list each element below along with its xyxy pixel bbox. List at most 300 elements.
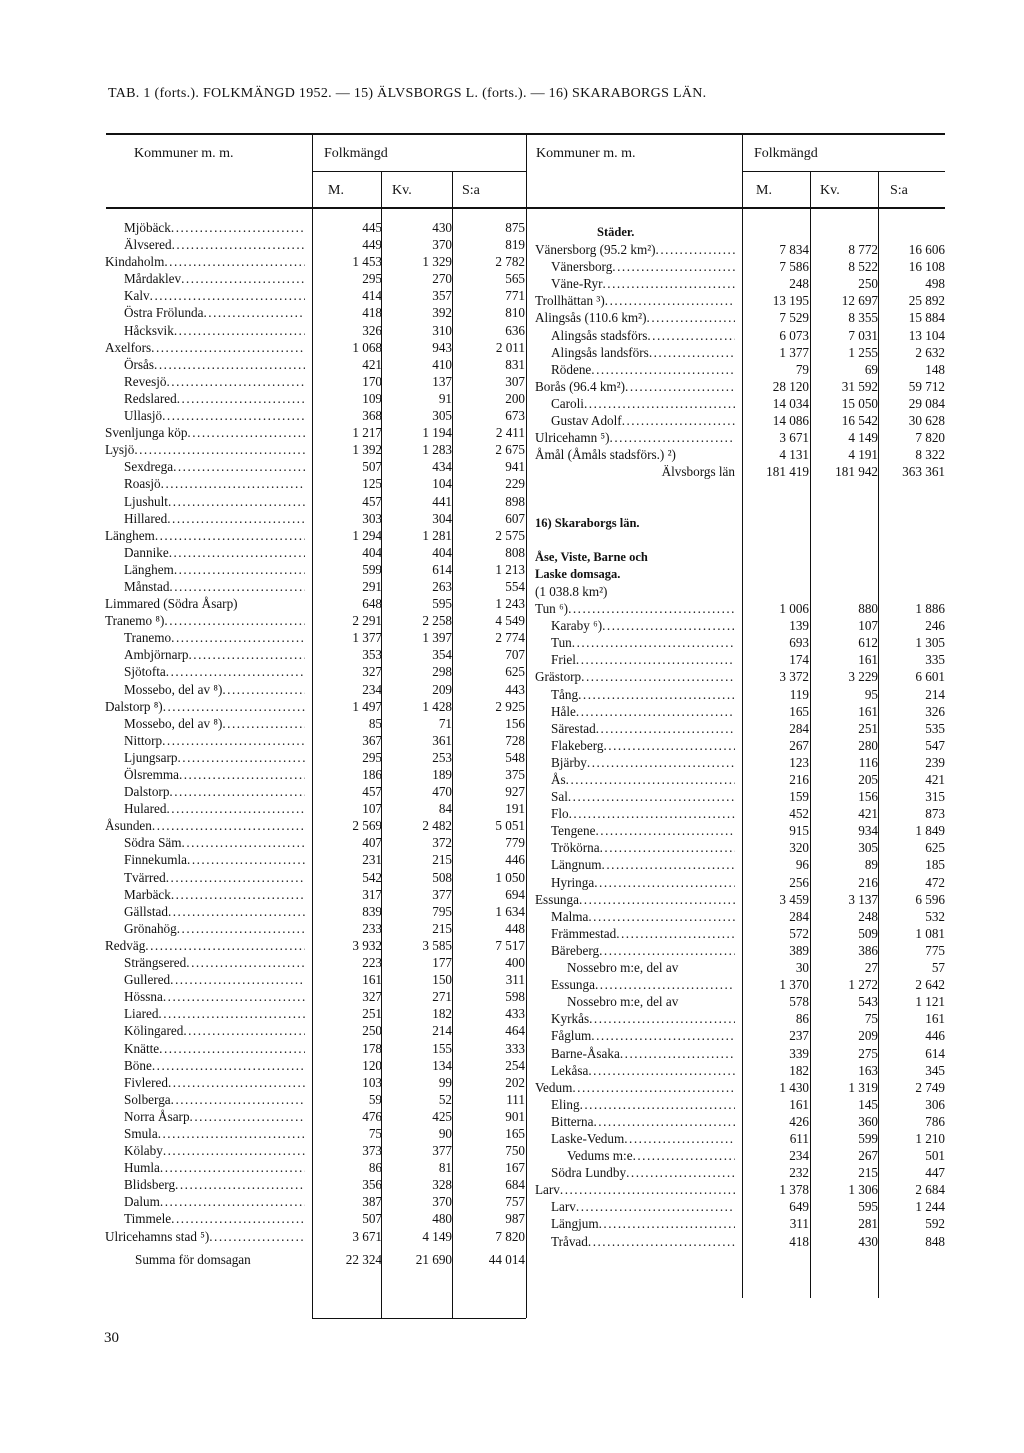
value-sa: 2 411 [495, 425, 525, 441]
value-sa: 464 [505, 1023, 525, 1039]
value-m: 295 [362, 271, 382, 287]
table-row [535, 668, 945, 685]
value-m: 418 [362, 305, 382, 321]
value-m: 75 [368, 1125, 382, 1141]
value-sa: 901 [505, 1108, 525, 1124]
row-label-text: Smula [124, 1125, 158, 1141]
value-kv: 1 281 [422, 527, 452, 543]
row-label-text: Bäreberg [551, 942, 600, 958]
row-label [124, 578, 305, 595]
leader-dots [588, 1062, 735, 1079]
leader-dots [167, 510, 305, 527]
value-kv: 250 [858, 276, 878, 292]
row-label-text: Flakeberg [551, 737, 604, 753]
leader-dots [209, 1228, 305, 1245]
row-label [551, 822, 735, 839]
value-kv: 134 [432, 1057, 452, 1073]
value-sa: 1 121 [915, 994, 945, 1010]
row-label [124, 304, 305, 321]
table-row [535, 224, 945, 241]
value-m: 86 [368, 1160, 382, 1176]
row-label-text: Länghem [124, 561, 174, 577]
row-label [535, 429, 735, 446]
value-m: 572 [789, 925, 809, 941]
row-label [551, 1045, 735, 1062]
value-sa: 673 [505, 408, 525, 424]
row-label-text: Södra Säm [124, 835, 182, 851]
value-sa: 771 [505, 288, 525, 304]
table-row [535, 788, 945, 805]
table-title: TAB. 1 (forts.). FOLKMÄNGD 1952. — 15) ÄLVSBORGS L. (forts.). — 16) SKARABORGS LÄN. [108, 86, 707, 101]
value-kv: 12 697 [841, 293, 878, 309]
row-label [551, 788, 735, 805]
table-row [535, 1079, 945, 1096]
value-m: 119 [789, 686, 809, 702]
row-label-text: Dalstorp ⁸) [105, 698, 163, 714]
value-m: 426 [789, 1113, 809, 1129]
leader-dots [676, 446, 735, 463]
value-m: 507 [362, 1211, 382, 1227]
row-label-text: Vänersborg (95.2 km²) [535, 242, 656, 258]
row-label-text: Håle [551, 703, 576, 719]
row-label-text: Mossebo, del av ⁸) [124, 715, 223, 731]
value-sa: 29 084 [908, 395, 945, 411]
table-row [535, 959, 945, 976]
value-kv: 215 [432, 920, 452, 936]
row-label-text: Larv [535, 1182, 560, 1198]
row-label [535, 309, 735, 326]
value-sa: 1 210 [915, 1130, 945, 1146]
leader-dots [188, 646, 305, 663]
leader-dots [152, 817, 305, 834]
value-kv: 612 [858, 635, 878, 651]
value-kv: 209 [858, 1028, 878, 1044]
leader-dots [624, 1130, 735, 1147]
value-sa: 1 213 [495, 561, 525, 577]
value-kv: 177 [432, 955, 452, 971]
leader-dots [183, 1022, 305, 1039]
table-row [535, 463, 945, 480]
value-sa: 1 243 [495, 596, 525, 612]
leader-dots [171, 1091, 305, 1108]
value-m: 421 [362, 356, 382, 372]
leader-dots [158, 1125, 305, 1142]
value-kv: 155 [432, 1040, 452, 1056]
row-label [567, 959, 735, 976]
value-kv: 2 482 [422, 818, 452, 834]
value-sa: 7 517 [495, 937, 525, 953]
value-sa: 2 642 [915, 977, 945, 993]
row-label-text: Bjärby [551, 754, 587, 770]
leader-dots [162, 732, 305, 749]
value-m: 13 195 [772, 293, 809, 309]
row-label [124, 1193, 305, 1210]
value-sa: 2 575 [495, 527, 525, 543]
value-sa: 16 606 [908, 242, 945, 258]
leader-dots [600, 839, 735, 856]
row-label-text: Tråvad [551, 1233, 588, 1249]
table-row [535, 942, 945, 959]
table-row [535, 361, 945, 378]
row-label [551, 395, 735, 412]
table-row [535, 754, 945, 771]
value-sa: 987 [505, 1211, 525, 1227]
row-label [124, 544, 305, 561]
value-kv: 161 [858, 703, 878, 719]
table-row [535, 1215, 945, 1232]
value-m: 125 [362, 476, 382, 492]
row-label [551, 1164, 735, 1181]
leader-dots [172, 236, 305, 253]
value-sa: 254 [505, 1057, 525, 1073]
leader-dots [678, 993, 735, 1010]
value-sa: 13 104 [908, 327, 945, 343]
row-label [124, 920, 305, 937]
value-m: 320 [789, 840, 809, 856]
leader-dots [633, 1147, 735, 1164]
value-kv: 4 149 [422, 1228, 452, 1244]
value-kv: 267 [858, 1148, 878, 1164]
value-kv: 281 [858, 1216, 878, 1232]
row-label [124, 1022, 305, 1039]
value-kv: 614 [432, 561, 452, 577]
leader-dots [587, 754, 735, 771]
row-label-text: Ölsremma [124, 767, 179, 782]
value-sa: 750 [505, 1143, 525, 1159]
value-m: 649 [789, 1199, 809, 1215]
row-label [124, 270, 305, 287]
value-m: 4 131 [779, 447, 809, 463]
value-sa: 2 774 [495, 630, 525, 646]
row-label [105, 339, 305, 356]
row-label [551, 737, 735, 754]
row-label-text: Dannike [124, 544, 169, 560]
row-label-text: Nossebro m:e, del av [567, 960, 679, 976]
row-label [124, 783, 305, 800]
row-label-text: Trökörna [551, 840, 600, 856]
row-label-text: Laske-Vedum [551, 1130, 625, 1146]
value-kv: 27 [864, 960, 878, 976]
value-kv: 248 [858, 908, 878, 924]
row-label-text: Mossebo, del av ⁸) [124, 681, 223, 697]
leader-dots [166, 663, 305, 680]
value-kv: 441 [432, 493, 452, 509]
footer-rule-left [312, 1318, 526, 1319]
row-label [105, 253, 305, 270]
value-kv: 599 [858, 1130, 878, 1146]
value-kv: 271 [432, 989, 452, 1005]
summa-label: Summa för domsagan [135, 1251, 251, 1267]
table-row [535, 993, 945, 1010]
row-label-text: Tranemo ⁸) [105, 613, 165, 629]
row-label [124, 800, 305, 817]
value-m: 165 [789, 703, 809, 719]
row-label [551, 771, 735, 788]
leader-dots [569, 805, 735, 822]
table-row [535, 686, 945, 703]
row-label-text: Tvärred [124, 869, 166, 885]
value-sa: 446 [925, 1028, 945, 1044]
row-label-text: Knätte [124, 1040, 160, 1056]
value-kv: 3 585 [422, 937, 452, 953]
leader-dots [158, 1005, 305, 1022]
row-label-text: Gustav Adolf [551, 413, 622, 429]
leader-dots [177, 390, 305, 407]
header-kommuner-right: Kommuner m. m. [536, 146, 636, 161]
row-label-text: Rödene [551, 361, 592, 377]
leader-dots [190, 1108, 305, 1125]
value-m: 159 [789, 789, 809, 805]
row-label-text: Larv [551, 1199, 576, 1215]
leader-dots [177, 749, 305, 766]
value-kv: 430 [858, 1233, 878, 1249]
value-sa: 2 782 [495, 254, 525, 270]
value-m: 174 [789, 652, 809, 668]
table-row [535, 703, 945, 720]
row-label [105, 937, 305, 954]
row-label-text: Hillared [124, 510, 168, 526]
row-label-text: Böne [124, 1057, 152, 1073]
value-kv: 263 [432, 578, 452, 594]
row-label [124, 1176, 305, 1193]
row-label-text: Timmele [124, 1211, 172, 1227]
value-kv: 795 [432, 903, 452, 919]
leader-dots [169, 783, 305, 800]
value-m: 161 [362, 972, 382, 988]
value-sa: 548 [505, 749, 525, 765]
row-label [551, 976, 735, 993]
value-sa: 229 [505, 476, 525, 492]
row-label-text: Marbäck [124, 886, 171, 902]
row-label [535, 600, 735, 617]
table-row [535, 480, 945, 497]
value-kv: 7 031 [848, 327, 878, 343]
leader-dots [161, 475, 305, 492]
value-m: 14 086 [772, 413, 809, 429]
value-m: 181 419 [766, 464, 809, 480]
value-sa: 565 [505, 271, 525, 287]
leader-dots [179, 766, 305, 783]
value-m: 284 [789, 908, 809, 924]
row-label-text: Redslared [124, 390, 177, 406]
value-sa: 625 [925, 840, 945, 856]
value-m: 1 378 [779, 1182, 809, 1198]
value-m: 457 [362, 493, 382, 509]
row-label [124, 1142, 305, 1159]
value-sa: 547 [925, 737, 945, 753]
value-sa: 694 [505, 886, 525, 902]
value-sa: 448 [505, 920, 525, 936]
row-label [535, 241, 735, 258]
row-label-text: Älvsered [124, 237, 172, 253]
value-m: 542 [362, 869, 382, 885]
value-kv: 354 [432, 647, 452, 663]
value-m: 353 [362, 647, 382, 663]
value-sa: 6 596 [915, 891, 945, 907]
summa-row [105, 1251, 945, 1268]
row-label [124, 629, 305, 646]
row-label [124, 493, 305, 510]
leader-dots [588, 908, 735, 925]
value-m: 284 [789, 720, 809, 736]
value-kv: 509 [858, 925, 878, 941]
leader-dots [134, 441, 305, 458]
value-kv: 361 [432, 732, 452, 748]
table-row [535, 1130, 945, 1147]
value-sa: 779 [505, 835, 525, 851]
value-m: 1 006 [779, 601, 809, 617]
leader-dots [595, 976, 735, 993]
value-m: 317 [362, 886, 382, 902]
row-label-text: Karaby ⁶) [551, 618, 603, 634]
value-m: 339 [789, 1045, 809, 1061]
value-m: 915 [789, 823, 809, 839]
leader-dots [174, 322, 305, 339]
table-row [535, 532, 945, 549]
value-m: 120 [362, 1057, 382, 1073]
row-label [551, 275, 735, 292]
row-label [551, 686, 735, 703]
value-m: 1 392 [352, 442, 382, 458]
row-label [551, 754, 735, 771]
value-m: 611 [789, 1130, 809, 1146]
table-row [535, 1233, 945, 1250]
row-label-text: Åmål (Åmåls stadsförs.) ²) [535, 447, 676, 463]
table-row [535, 976, 945, 993]
value-sa: 684 [505, 1177, 525, 1193]
value-kv: 205 [858, 772, 878, 787]
row-label [124, 475, 305, 492]
value-sa: 315 [925, 789, 945, 805]
row-label-text: Längjum [551, 1216, 599, 1232]
table-row [535, 412, 945, 429]
value-kv: 99 [438, 1074, 452, 1090]
value-kv: 150 [432, 972, 452, 988]
value-m: 1 497 [352, 698, 382, 714]
value-m: 250 [362, 1023, 382, 1039]
value-sa: 30 628 [908, 413, 945, 429]
row-label [535, 378, 735, 395]
value-kv: 421 [858, 806, 878, 822]
value-kv: 95 [864, 686, 878, 702]
value-m: 30 [795, 960, 809, 976]
value-sa: 472 [925, 874, 945, 890]
row-label [535, 446, 735, 463]
row-label [124, 851, 305, 868]
row-label [124, 869, 305, 886]
header-sa-right: S:a [890, 183, 908, 198]
value-kv: 410 [432, 356, 452, 372]
value-m: 3 671 [352, 1228, 382, 1244]
leader-dots [173, 458, 305, 475]
row-label [535, 668, 735, 685]
value-m: 231 [362, 852, 382, 868]
value-sa: 191 [505, 801, 525, 817]
row-label-text: Limmared (Södra Åsarp) [105, 596, 238, 612]
table-row [535, 1113, 945, 1130]
row-label [124, 287, 305, 304]
row-label [124, 1125, 305, 1142]
table-row [535, 498, 945, 515]
table-row [535, 771, 945, 788]
row-label [124, 1040, 305, 1057]
row-label [535, 891, 735, 908]
row-label-text: Gällstad [124, 903, 168, 919]
row-label-text: Essunga [535, 891, 579, 907]
value-kv: 4 149 [848, 430, 878, 446]
row-label-text: Solberga [124, 1091, 171, 1107]
value-m: 327 [362, 664, 382, 680]
value-kv: 16 542 [841, 413, 878, 429]
leader-dots [163, 698, 305, 715]
row-label-text: Strängsered [124, 955, 187, 971]
row-label [551, 839, 735, 856]
value-m: 123 [789, 754, 809, 770]
leader-dots [167, 373, 306, 390]
value-sa: 400 [505, 955, 525, 971]
value-kv: 360 [858, 1113, 878, 1129]
leader-dots [168, 1074, 305, 1091]
row-label-text: Trollhättan ³) [535, 293, 605, 309]
value-sa: 532 [925, 908, 945, 924]
value-sa: 345 [925, 1062, 945, 1078]
table-row [535, 822, 945, 839]
leader-dots [572, 634, 735, 651]
value-sa: 111 [506, 1091, 525, 1107]
value-sa: 786 [925, 1113, 945, 1129]
value-m: 449 [362, 237, 382, 253]
total-label: Älvsborgs län [661, 464, 735, 480]
value-kv: 161 [858, 652, 878, 668]
table-row [535, 891, 945, 908]
value-kv: 543 [858, 994, 878, 1010]
value-kv: 8 522 [848, 259, 878, 275]
row-label [551, 908, 735, 925]
value-m: 507 [362, 459, 382, 475]
row-label-text: Dalum [124, 1194, 160, 1210]
value-m: 1 430 [779, 1079, 809, 1095]
table-row [535, 292, 945, 309]
value-m: 85 [368, 715, 382, 731]
value-sa: 808 [505, 544, 525, 560]
row-label-text: Alingsås (110.6 km²) [535, 310, 647, 326]
row-label-text: Grönahög [124, 920, 177, 936]
leader-dots [584, 395, 735, 412]
value-m: 648 [362, 596, 382, 612]
leader-dots [605, 292, 735, 309]
leader-dots [203, 304, 305, 321]
row-label-text: Fåglum [551, 1028, 592, 1044]
row-label-text: Mjöbäck [124, 220, 171, 235]
row-label [551, 412, 735, 429]
row-label-text: Caroli [551, 395, 584, 411]
value-sa: 848 [925, 1233, 945, 1249]
value-m: 387 [362, 1194, 382, 1210]
value-m: 232 [789, 1165, 809, 1181]
row-label-text: Vedum [535, 1079, 573, 1095]
value-sa: 148 [925, 361, 945, 377]
header-folkmangd-right: Folkmängd [754, 146, 818, 161]
row-label-text: Revesjö [124, 373, 167, 389]
value-m: 103 [362, 1074, 382, 1090]
row-label [124, 646, 305, 663]
leader-dots [168, 493, 305, 510]
leader-dots [599, 1215, 735, 1232]
row-label-text: Håcksvik [124, 322, 174, 338]
table-row [535, 856, 945, 873]
row-label-text: Hulared [124, 801, 167, 817]
value-kv: 89 [864, 857, 878, 873]
